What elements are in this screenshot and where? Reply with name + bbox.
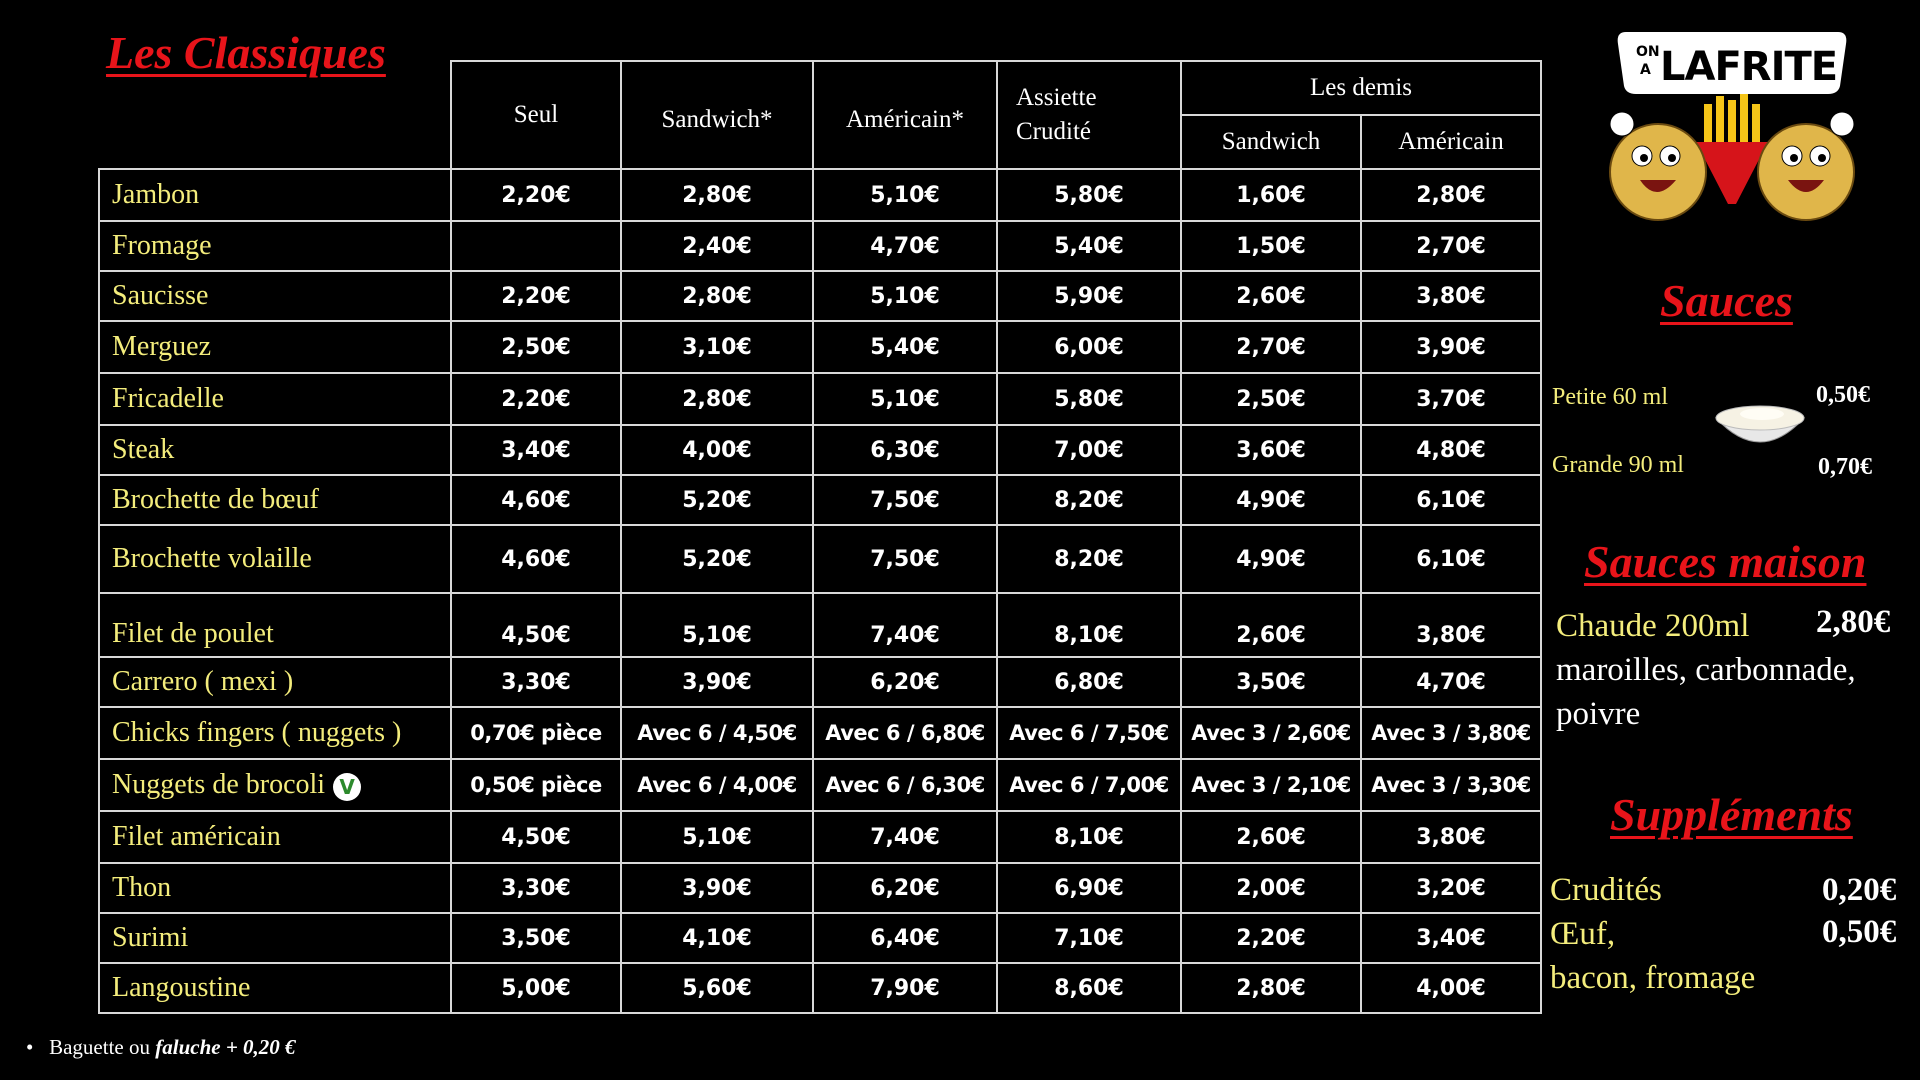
menu-item-name: [99, 913, 451, 963]
header-demis: Les demis: [1181, 61, 1541, 115]
menu-row: [99, 373, 1541, 425]
price-sandwich: 5,60€: [621, 963, 813, 1013]
price-seul: 2,50€: [451, 321, 621, 373]
price-assiette: 7,10€: [997, 913, 1181, 963]
price-demi-americain: 3,80€: [1361, 811, 1541, 863]
price-demi-americain: 2,80€: [1361, 169, 1541, 221]
sauce-maison-line1: Chaude 200ml: [1556, 608, 1750, 644]
menu-item-label: Carrero ( mexi ): [112, 666, 294, 697]
sauces-title: Sauces: [1660, 275, 1793, 326]
menu-item-name: [99, 169, 451, 221]
price-seul: 0,50€ pièce: [451, 759, 621, 811]
logo-main-text: LAFRITE: [1660, 44, 1838, 90]
menu-row: [99, 475, 1541, 525]
price-americain: 4,70€: [813, 221, 997, 271]
menu-row: [99, 707, 1541, 759]
price-americain: 5,40€: [813, 321, 997, 373]
menu-item-name: [99, 963, 451, 1013]
price-americain: 6,20€: [813, 657, 997, 707]
supplement-oeuf-label: Œuf,: [1550, 916, 1616, 952]
supplement-crudites-price: 0,20€: [1822, 872, 1897, 908]
price-americain: 7,50€: [813, 475, 997, 525]
header-demi-americain: Américain: [1361, 115, 1541, 169]
fries-cone-icon: [1696, 94, 1768, 204]
price-sandwich: 2,40€: [621, 221, 813, 271]
header-assiette-line2: Crudité: [1016, 118, 1091, 145]
price-seul: 4,50€: [451, 593, 621, 657]
menu-row: [99, 593, 1541, 657]
menu-item-name: [99, 373, 451, 425]
supplement-oeuf-price: 0,50€: [1822, 914, 1897, 950]
price-demi-sandwich: 2,70€: [1181, 321, 1361, 373]
price-americain: 6,30€: [813, 425, 997, 475]
menu-item-label: Merguez: [112, 331, 211, 362]
supplements-title: Suppléments: [1610, 789, 1853, 840]
sauce-maison-line2: maroilles, carbonnade,: [1556, 652, 1856, 688]
menu-item-name: [99, 525, 451, 593]
price-seul: 3,40€: [451, 425, 621, 475]
logo-on-text: ON: [1636, 44, 1660, 60]
menu-item-label: Chicks fingers ( nuggets ): [112, 717, 402, 748]
menu-row: [99, 425, 1541, 475]
price-sandwich: 4,00€: [621, 425, 813, 475]
price-sandwich: 4,10€: [621, 913, 813, 963]
supplement-crudites-label: Crudités: [1550, 872, 1662, 908]
price-seul: 2,20€: [451, 373, 621, 425]
price-assiette: 5,80€: [997, 373, 1181, 425]
price-demi-sandwich: 2,20€: [1181, 913, 1361, 963]
price-demi-sandwich: 1,60€: [1181, 169, 1361, 221]
price-demi-sandwich: 2,60€: [1181, 593, 1361, 657]
menu-item-label: Surimi: [112, 922, 189, 953]
logo-a-text: A: [1640, 62, 1651, 78]
price-seul: [451, 221, 621, 271]
menu-row: [99, 321, 1541, 373]
menu-row: [99, 169, 1541, 221]
price-demi-sandwich: 4,90€: [1181, 525, 1361, 593]
price-demi-sandwich: Avec 3 / 2,60€: [1181, 707, 1361, 759]
price-demi-americain: Avec 3 / 3,80€: [1361, 707, 1541, 759]
price-demi-sandwich: 4,90€: [1181, 475, 1361, 525]
menu-row: [99, 863, 1541, 913]
price-demi-americain: 4,80€: [1361, 425, 1541, 475]
menu-item-label: Fricadelle: [112, 383, 224, 414]
sauce-petite-label: Petite 60 ml: [1552, 384, 1668, 410]
classiques-title: Les Classiques: [106, 27, 386, 78]
price-assiette: Avec 6 / 7,00€: [997, 759, 1181, 811]
menu-item-name: [99, 593, 451, 657]
menu-item-label: Langoustine: [112, 972, 251, 1003]
price-americain: 6,40€: [813, 913, 997, 963]
price-demi-sandwich: 2,50€: [1181, 373, 1361, 425]
menu-item-name: [99, 271, 451, 321]
price-sandwich: 5,10€: [621, 811, 813, 863]
price-demi-sandwich: 2,60€: [1181, 271, 1361, 321]
price-demi-sandwich: 2,60€: [1181, 811, 1361, 863]
price-demi-americain: 3,80€: [1361, 593, 1541, 657]
header-americain: Américain*: [813, 61, 997, 169]
menu-row: [99, 811, 1541, 863]
price-demi-americain: 3,40€: [1361, 913, 1541, 963]
price-sandwich: 2,80€: [621, 169, 813, 221]
price-seul: 4,60€: [451, 525, 621, 593]
price-seul: 3,50€: [451, 913, 621, 963]
price-demi-americain: Avec 3 / 3,30€: [1361, 759, 1541, 811]
price-assiette: 5,90€: [997, 271, 1181, 321]
price-seul: 4,60€: [451, 475, 621, 525]
menu-row: [99, 913, 1541, 963]
price-assiette: 6,90€: [997, 863, 1181, 913]
header-demi-sandwich: Sandwich: [1181, 115, 1361, 169]
menu-item-label: Saucisse: [112, 280, 209, 311]
menu-item-label: Filet de poulet: [112, 618, 274, 649]
price-seul: 3,30€: [451, 863, 621, 913]
price-americain: 6,20€: [813, 863, 997, 913]
footnote-bullet: •: [26, 1035, 34, 1059]
price-demi-americain: 3,80€: [1361, 271, 1541, 321]
menu-item-name: [99, 707, 451, 759]
price-americain: 7,40€: [813, 811, 997, 863]
header-assiette-line1: Assiette: [1016, 84, 1097, 111]
price-seul: 0,70€ pièce: [451, 707, 621, 759]
price-demi-sandwich: 2,80€: [1181, 963, 1361, 1013]
price-sandwich: Avec 6 / 4,00€: [621, 759, 813, 811]
menu-item-name: [99, 863, 451, 913]
on-a-la-frite-logo: [1596, 24, 1868, 224]
sauce-grande-price: 0,70€: [1818, 454, 1872, 480]
menu-row: [99, 759, 1541, 811]
price-americain: 7,40€: [813, 593, 997, 657]
sauce-maison-price: 2,80€: [1816, 604, 1891, 640]
header-sandwich: Sandwich*: [621, 61, 813, 169]
sauce-grande-label: Grande 90 ml: [1552, 452, 1684, 478]
price-americain: 5,10€: [813, 169, 997, 221]
menu-item-label: Brochette de bœuf: [112, 484, 319, 515]
supplement-bacon-label: bacon, fromage: [1550, 960, 1756, 996]
price-demi-sandwich: 2,00€: [1181, 863, 1361, 913]
price-demi-americain: 3,20€: [1361, 863, 1541, 913]
menu-row: [99, 271, 1541, 321]
menu-item-name: [99, 657, 451, 707]
price-seul: 3,30€: [451, 657, 621, 707]
menu-row: [99, 657, 1541, 707]
footnote: [26, 1035, 296, 1060]
menu-item-name: [99, 321, 451, 373]
price-seul: 2,20€: [451, 271, 621, 321]
price-sandwich: 5,20€: [621, 525, 813, 593]
menu-item-label: Steak: [112, 434, 175, 465]
price-demi-americain: 3,90€: [1361, 321, 1541, 373]
menu-row: [99, 221, 1541, 271]
price-assiette: 6,80€: [997, 657, 1181, 707]
price-americain: 7,90€: [813, 963, 997, 1013]
price-demi-americain: 3,70€: [1361, 373, 1541, 425]
footnote-text: Baguette ou: [49, 1035, 150, 1059]
menu-item-label: Jambon: [112, 179, 200, 210]
price-sandwich: 5,20€: [621, 475, 813, 525]
price-sandwich: 3,90€: [621, 863, 813, 913]
sauce-petite-price: 0,50€: [1816, 382, 1870, 408]
price-demi-americain: 4,00€: [1361, 963, 1541, 1013]
sauce-bowl-icon: [1712, 392, 1808, 458]
header-blank: [99, 61, 451, 169]
menu-item-name: [99, 425, 451, 475]
price-seul: 4,50€: [451, 811, 621, 863]
menu-item-name: [99, 221, 451, 271]
price-assiette: 8,10€: [997, 593, 1181, 657]
sauce-maison-line3: poivre: [1556, 696, 1641, 732]
header-seul: Seul: [451, 61, 621, 169]
price-assiette: 6,00€: [997, 321, 1181, 373]
menu-item-label: Nuggets de brocoli: [112, 769, 326, 800]
price-demi-sandwich: 3,60€: [1181, 425, 1361, 475]
menu-item-name: [99, 811, 451, 863]
price-americain: 5,10€: [813, 271, 997, 321]
price-sandwich: 3,90€: [621, 657, 813, 707]
menu-item-name: [99, 475, 451, 525]
price-demi-americain: 6,10€: [1361, 475, 1541, 525]
price-sandwich: 2,80€: [621, 271, 813, 321]
menu-table: [98, 60, 1542, 1014]
price-americain: Avec 6 / 6,30€: [813, 759, 997, 811]
menu-item-label: Filet américain: [112, 821, 281, 852]
sauces-maison-title: Sauces maison: [1584, 536, 1867, 587]
menu-item-label: Fromage: [112, 230, 212, 261]
price-assiette: Avec 6 / 7,50€: [997, 707, 1181, 759]
menu-row: [99, 525, 1541, 593]
menu-item-label: Brochette volaille: [112, 543, 312, 574]
price-sandwich: 2,80€: [621, 373, 813, 425]
menu-item-name: [99, 759, 451, 811]
price-demi-americain: 6,10€: [1361, 525, 1541, 593]
price-demi-americain: 2,70€: [1361, 221, 1541, 271]
vegetarian-leaf-icon: V: [333, 773, 361, 801]
price-seul: 2,20€: [451, 169, 621, 221]
potato-mascot-left-icon: [1610, 112, 1706, 220]
footnote-faluche: faluche + 0,20 €: [155, 1035, 296, 1059]
price-americain: 5,10€: [813, 373, 997, 425]
price-sandwich: 5,10€: [621, 593, 813, 657]
header-assiette: [997, 61, 1181, 169]
price-assiette: 7,00€: [997, 425, 1181, 475]
price-demi-americain: 4,70€: [1361, 657, 1541, 707]
price-sandwich: Avec 6 / 4,50€: [621, 707, 813, 759]
price-assiette: 8,20€: [997, 525, 1181, 593]
price-assiette: 8,20€: [997, 475, 1181, 525]
price-assiette: 8,60€: [997, 963, 1181, 1013]
price-sandwich: 3,10€: [621, 321, 813, 373]
price-assiette: 5,80€: [997, 169, 1181, 221]
price-demi-sandwich: Avec 3 / 2,10€: [1181, 759, 1361, 811]
price-assiette: 5,40€: [997, 221, 1181, 271]
menu-row: [99, 963, 1541, 1013]
price-seul: 5,00€: [451, 963, 621, 1013]
price-demi-sandwich: 1,50€: [1181, 221, 1361, 271]
price-americain: 7,50€: [813, 525, 997, 593]
price-americain: Avec 6 / 6,80€: [813, 707, 997, 759]
price-assiette: 8,10€: [997, 811, 1181, 863]
price-demi-sandwich: 3,50€: [1181, 657, 1361, 707]
potato-mascot-right-icon: [1758, 112, 1854, 220]
menu-item-label: Thon: [112, 872, 172, 903]
